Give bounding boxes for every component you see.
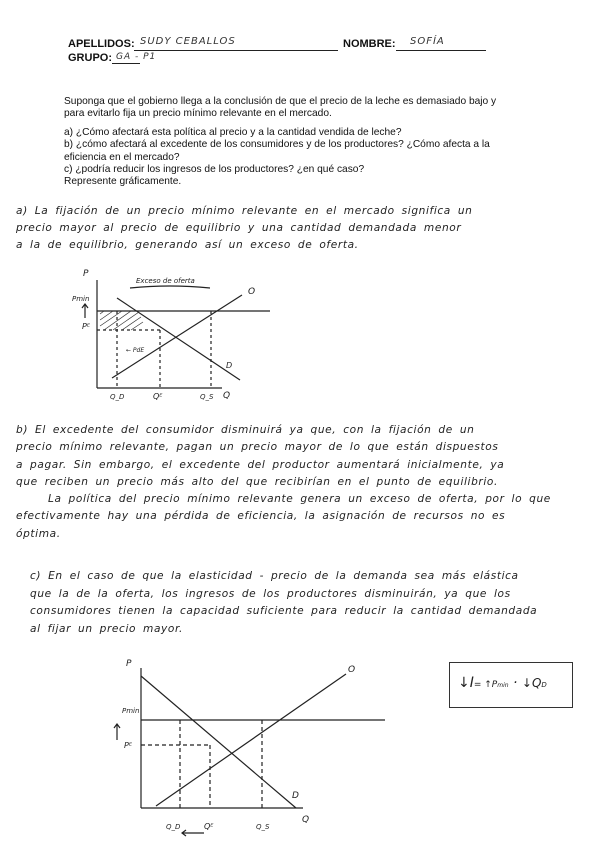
- answer-c-line: c) En el caso de que la elasticidad - precio de la demanda sea más elástica: [30, 570, 519, 582]
- grupo-label: GRUPO:: [68, 52, 112, 64]
- formula-d-sub: D: [541, 681, 547, 689]
- prompt-qb: b) ¿cómo afectará al excedente de los consumidores y de los productores? ¿Cómo afecta a la eficiencia en el mercado?: [64, 139, 490, 163]
- graph2-d-label: D: [292, 791, 299, 801]
- formula-dot: ·: [513, 675, 518, 691]
- answer-b-line: precio mínimo relevante, pagan un precio mayor de lo que están dispuestos: [16, 441, 499, 454]
- answer-b-line: que reciben un precio más alto del que recibirían en el punto de equilibrio.: [16, 475, 498, 488]
- answer-c-line: que la de la oferta, los ingresos de los productores disminuirán, ya que los: [30, 587, 511, 600]
- graph2-qe-label: Qᴱ: [204, 822, 214, 831]
- graph1-p-label: P: [83, 269, 89, 279]
- formula-eq: = ↑P: [473, 680, 498, 690]
- graph2-supply-curve: [156, 674, 346, 806]
- apellidos-value: SUDY CEBALLOS: [140, 36, 236, 47]
- answer-a-line: a) La fijación de un precio mínimo relevante en el mercado significa un: [16, 205, 473, 217]
- answer-b-line: a pagar. Sin embargo, el excedente del productor aumentará inicialmente, ya: [16, 458, 505, 471]
- graph1-excess-label: Exceso de oferta: [136, 277, 195, 285]
- answer-c-line: al fijar un precio mayor.: [30, 622, 183, 635]
- graph2-pe-label: Pᴱ: [124, 741, 133, 750]
- graph1-qe-label: Qᴱ: [153, 392, 163, 401]
- answer-c-line: consumidores tienen la capacidad suficiente para reducir la cantidad demandada: [30, 605, 538, 617]
- graph1-d-label: D: [226, 361, 233, 370]
- graph1-qs-label: Q_S: [200, 393, 214, 401]
- graph1-q-label: Q: [223, 391, 231, 401]
- answer-b-line: La política del precio mínimo relevante genera un exceso de oferta, por lo que: [48, 493, 551, 506]
- answer-b-line: b) El excedente del consumidor disminuirá ya que, con la fijación de un: [16, 424, 475, 436]
- nombre-value: SOFÍA: [410, 36, 445, 47]
- graph2-o-label: O: [348, 665, 356, 675]
- graph1-pe-arrow-label: ← PdE: [126, 347, 145, 354]
- graph2-p-label: P: [126, 659, 132, 669]
- nombre-label: NOMBRE:: [343, 38, 396, 50]
- answer-a-line: precio mayor al precio de equilibrio y una cantidad demandada menor: [16, 222, 462, 234]
- apellidos-label: APELLIDOS:: [68, 38, 135, 50]
- graph2-q-label: Q: [302, 815, 310, 825]
- graph1-o-label: O: [248, 287, 256, 297]
- answer-b-line: óptima.: [16, 527, 61, 540]
- formula-down-qd: ↓Q: [521, 676, 542, 690]
- formula-down-i: ↓I: [458, 675, 474, 691]
- answer-a-line: a la de equilibrio, generando así un exceso de oferta.: [16, 239, 359, 251]
- prompt-qc: c) ¿podría reducir los ingresos de los productores? ¿en qué caso?: [64, 164, 365, 176]
- graph1-qd-label: Q_D: [110, 393, 125, 401]
- formula-min-sub: min: [497, 682, 509, 689]
- formula-box: [449, 662, 573, 708]
- prompt-represent: Represente gráficamente.: [64, 176, 182, 188]
- answer-b-line: efectivamente hay una pérdida de eficiencia, la asignación de recursos no es: [16, 510, 506, 523]
- prompt-intro: Suponga que el gobierno llega a la conclusión de que el precio de la leche es demasiado bajo y para evitarlo fija un precio mínimo relevante en el mercado.: [64, 96, 497, 120]
- graph2-demand-curve: [141, 676, 296, 808]
- grupo-value: GA - P1: [116, 52, 157, 62]
- graph2-qd-label: Q_D: [166, 823, 181, 831]
- graph1-pmin-label: Pmin: [72, 295, 90, 303]
- graph2-qs-label: Q_S: [256, 823, 270, 831]
- graph2-pmin-label: Pmin: [122, 707, 140, 715]
- prompt-qa: a) ¿Cómo afectará esta política al precio y a la cantidad vendida de leche?: [64, 126, 402, 138]
- graph1-pe-label: Pᴱ: [82, 322, 91, 331]
- formula: [458, 675, 547, 691]
